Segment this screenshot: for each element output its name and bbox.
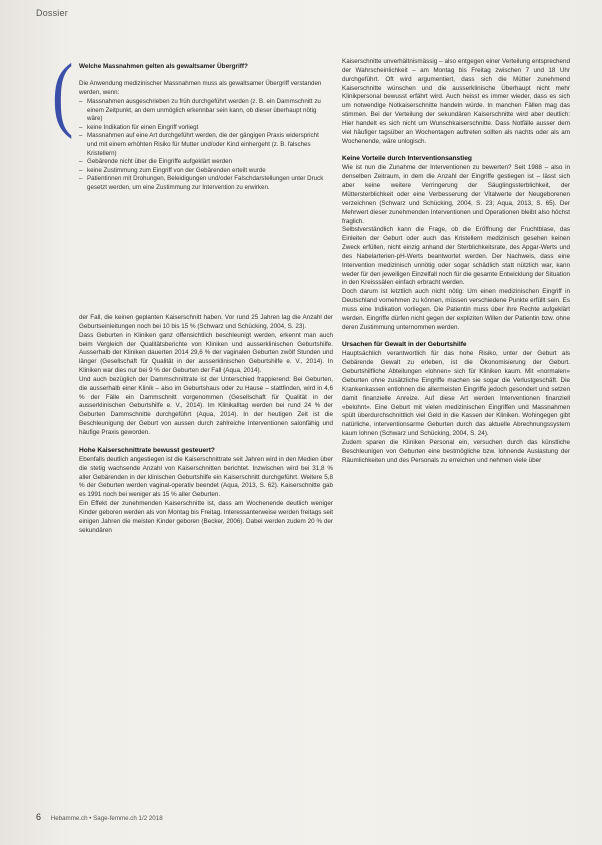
info-list-item: – keine Zustimmung zum Eingriff von der Gebärenden erteilt wurde	[79, 167, 324, 176]
body-paragraph: Und auch bezüglich der Dammschnittrate ist der Unterschied frappierend: Bei Geburten, die ausserhalb einer Klinik – also im Geburtshaus oder zu Hause – stattfinden, wird in 4,6 % der Fälle ein Dammschnitt vorgenommen (Gesellschaft für Qualität in der ausserklinischen Geburtshilfe e. V., 2014). Im Klinikalltag werden bei rund 24 % der Geburten Dammschnitte durchgeführt (Aqua, 2014). In der heutigen Zeit ist die Beschleunigung der Geburt von aussen durch zahlreiche Interventionen salonfähig und häufige Praxis geworden.	[79, 375, 333, 436]
page-footer	[36, 812, 163, 822]
section-heading: Ursachen für Gewalt in der Geburtshilfe	[342, 341, 467, 349]
page-number: 6	[36, 812, 42, 822]
body-paragraph: Ein Effekt der zunehmenden Kaiserschnitte ist, dass am Wochenende deutlich weniger Kinder geboren werden als von Montag bis Freitag. Interessanterweise werden freitags seit einigen Jahren die meisten Kinder geboren (Becker, 2006). Dabei werden zudem 20 % der sekundären	[79, 500, 333, 534]
info-list-item: – Massnahmen ausgeschrieben zu früh durchgeführt werden (z. B. ein Dammschnitt zu einem Zeitpunkt, an dem unmöglich erkennbar sein kann, ob dieser überhaupt nötig wäre)	[79, 98, 324, 124]
bracket-ornament: (	[52, 46, 74, 140]
body-paragraph: Doch darum ist letztlich auch nicht nötig: Um einen medizinischen Eingriff in Deutschland vornehmen zu können, müssen verschiedene Punkte erfüllt sein. Es muss eine Indikation vorliegen. Die Patientin muss über ihre Rechte aufgeklärt werden. Eingriffe dürfen nicht gegen der expliziten Willen der Patientin bzw. ohne deren Zustimmung unternommen werden.	[342, 288, 570, 331]
body-paragraph: Zudem sparen die Kliniken Personal ein, versuchen durch das künstliche Beschleunigen von Geburten eine bestmögliche bzw. lohnende Auslastung der Räumlichkeiten und des Personals zu erreichen und nehmen viele über	[342, 438, 570, 464]
info-box	[52, 46, 324, 308]
publication-info: Hebamme.ch • Sage-femme.ch 1/2 2018	[50, 815, 163, 822]
body-paragraph: Kaiserschnitte unverhältnismässig – also entgegen einer Verteilung entsprechend der Wahrscheinlichkeit – am Montag bis Freitag zwischen 7 und 18 Uhr durchgeführt. Oft wird argumentiert, dass sich die Mütter zunehmend Kaiserschnitte wünschen und die ausserklinische Überhaupt nicht mehr Klinikpersonal bewusst erfährt wird. Auch heisst es immer wieder, dass es sich um notwendige Notkaiserschnitte handeln würde. In manchen Fällen mag das stimmen. Bei der Verteilung der sekundären Kaiserschnitte wird aber deutlich: Hier handelt es sich nicht um Wunschkaiserschnitte. Dass Notfälle ausser dem viel häufiger tagsüber an Wochentagen auftreten sollten als nachts oder als am Wochenende, wäre unlogisch.	[342, 58, 570, 145]
body-paragraph: Hauptsächlich verantwortlich für das hohe Risiko, unter der Geburt als Gebärende Gewalt zu erleben, ist die Ökonomisierung der Geburt. Geburtshilfliche Abteilungen «lohnen» sich für Kliniken kaum. Mit «normalen» Geburten ohne zusätzliche Eingriffe machen sie sogar die Verlustgeschäft. Die Krankenkassen entlohnen die allermeisten Eingriffe jedoch gesondert und setzen damit finanzielle Anreize. Auf diese Art werden Interventionen finanziell «belohnt». Eine Geburt mit vielen medizinischen Eingriffen und Massnahmen spült überdurchschnittlich viel Geld in die Kassen der Kliniken. Wohingegen gibt natürliche, interventionsarme Geburten durch das aktuelle Abrechnungssystem kaum lohnen (Schwarz und Schücking, 2004, S. 24).	[342, 350, 570, 438]
body-paragraph: Dass Geburten in Kliniken ganz offensichtlich beschleunigt werden, erkennt man auch beim Vergleich der Qualitätsberichte von Kliniken und ausserklinischen Geburtshilfe. Ausserhalb der Kliniken dauerten 2014 29,6 % der vaginalen Geburten zwölf Stunden und länger (Gesellschaft für Qualität in der ausserklinischen Geburtshilfe e. V., 2014). In Kliniken war dies nur bei 9 % der Geburten der Fall (Aqua, 2014).	[79, 331, 333, 375]
info-box-list	[79, 98, 324, 193]
info-box-intro: Die Anwendung medizinischer Massnahmen muss als gewaltsamer Übergriff verstanden werden, wenn:	[79, 80, 322, 96]
info-list-item: – Massnahmen auf eine Art durchgeführt werden, die der gängigen Praxis widerspricht und mit einem erhöhten Risiko für Mutter und/oder Kind einhergeht (z. B. falsches Kristellern)	[79, 132, 324, 158]
section-heading: Keine Vorteile durch Interventionsanstieg	[342, 155, 472, 163]
body-paragraph: Selbstverständlich kann die Frage, ob die Eröffnung der Fruchtblase, das Einleiten der Geburt oder auch das Kristellern medizinisch gesehen keinen Zweck erfüllen, nicht einzig anhand der Sterblichkeitsrate, des Apgar-Werts und des Nabelarterien-pH-Werts beantwortet werden. Der Nachweis, dass eine Intervention medizinisch unnötig oder sogar schädlich statt nützlich war, kann weder für den jeweiligen Einzelfall noch für die gesamte Entwicklung der Situation in den Kreisssälen einfach erbracht werden.	[342, 226, 570, 287]
info-list-item: – keine Indikation für einen Eingriff vorliegt	[79, 124, 324, 133]
section-label: Dossier	[36, 8, 68, 18]
right-column	[342, 58, 570, 465]
left-column	[79, 314, 333, 535]
body-paragraph: Wie ist nun die Zunahme der Interventionen zu bewerten? Seit 1988 – also in denselben Zeitraum, in dem die Anzahl der Eingriffe gestiegen ist – lässt sich aber keine weitere Verringerung der Säuglingssterblichkeit, der Müttersterblichkeit oder eine Verbesserung der Vitalwerte der Neugeborenen verzeichnen (Schwarz und Schücking, 2004, S. 23; Aqua, 2013, S. 65). Der Mehrwert dieser zunehmenden Interventionen und Operationen bleibt also höchst fraglich.	[342, 164, 570, 225]
info-box-title: Welche Massnahmen gelten als gewaltsamer Übergriff?	[79, 63, 248, 70]
body-paragraph: der Fall, die keinen geplanten Kaiserschnitt haben. Vor rund 25 Jahren lag die Anzahl der Geburtseinleitungen noch bei 10 bis 15 % (Schwarz und Schücking, 2004, S. 23).	[79, 314, 333, 330]
info-list-item: – Patientinnen mit Drohungen, Beleidigungen und/oder Falschdarstellungen unter Druck gesetzt werden, um eine Zustimmung zur Intervention zu erwirken.	[79, 175, 324, 192]
section-heading: Hohe Kaiserschnittrate bewusst gesteuert?	[79, 446, 215, 454]
body-paragraph: Ebenfalls deutlich angestiegen ist die Kaiserschnittrate seit Jahren wird in den Medien über die stetig wachsende Anzahl von Kaiserschnitten berichtet. Inzwischen wird bei 31,8 % aller Gebärenden in der klinischen Geburtshilfe ein Kaiserschnitt durchgeführt. Weitere 5,8 % der Geburten werden vaginal-operativ beendet (Aqua, 2013, S. 62). Kaiserschnitte gab es 1991 noch bei weniger als 15 % aller Geburten.	[79, 455, 333, 499]
info-list-item: – Gebärende nicht über die Eingriffe aufgeklärt werden	[79, 158, 324, 167]
